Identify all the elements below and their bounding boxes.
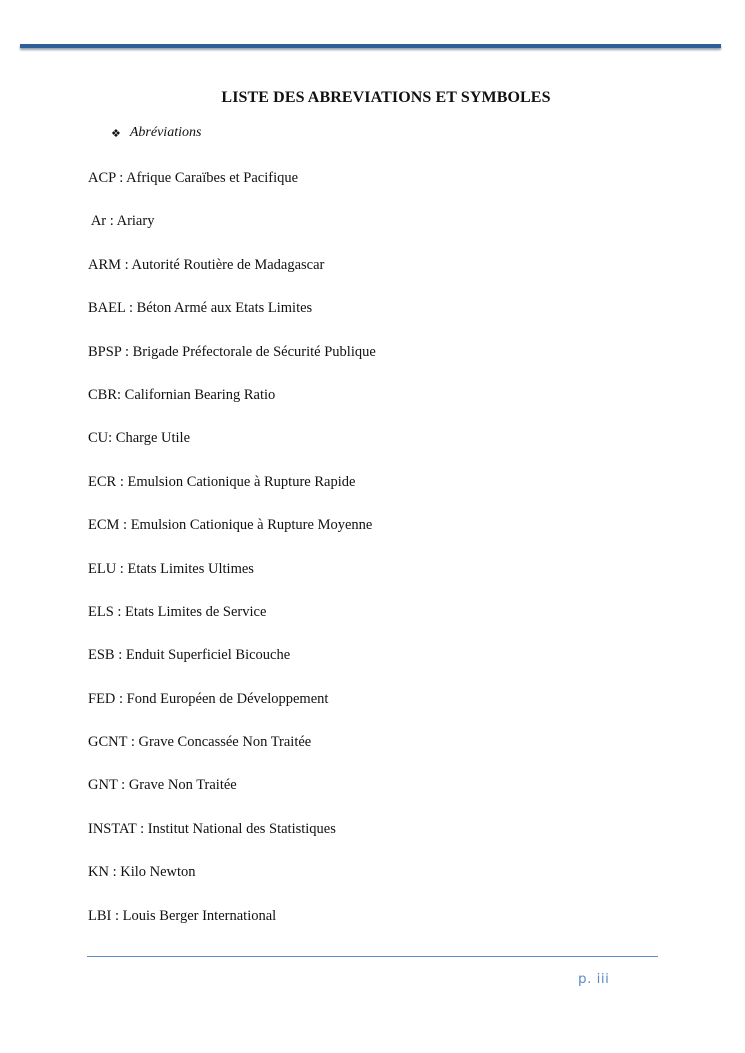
list-item: ARM : Autorité Routière de Madagascar <box>88 256 325 273</box>
list-item: BPSP : Brigade Préfectorale de Sécurité Publique <box>88 343 376 360</box>
list-item: ELS : Etats Limites de Service <box>88 603 267 620</box>
footer-rule <box>87 956 658 957</box>
page-number: p. iii <box>578 971 610 987</box>
list-item: CU: Charge Utile <box>88 430 191 447</box>
header-rule <box>20 44 721 48</box>
section-heading <box>111 125 201 141</box>
list-item: INSTAT : Institut National des Statistiques <box>88 820 336 837</box>
list-item: ECR : Emulsion Cationique à Rupture Rapide <box>88 473 356 490</box>
diamond-bullet-icon: ❖ <box>111 126 121 140</box>
list-item: FED : Fond Européen de Développement <box>88 690 329 707</box>
abbreviation-list <box>88 168 376 949</box>
page-title: LISTE DES ABREVIATIONS ET SYMBOLES <box>221 89 551 106</box>
list-item: ACP : Afrique Caraïbes et Pacifique <box>88 170 299 186</box>
list-item: GCNT : Grave Concassée Non Traitée <box>88 734 312 751</box>
list-item: Ar : Ariary <box>88 213 155 230</box>
list-item: GNT : Grave Non Traitée <box>88 777 237 794</box>
list-item: ELU : Etats Limites Ultimes <box>88 560 254 577</box>
list-item: CBR: Californian Bearing Ratio <box>88 386 276 403</box>
list-item: ECM : Emulsion Cationique à Rupture Moyenne <box>88 517 373 534</box>
section-heading-label: Abréviations <box>129 125 202 140</box>
list-item: ESB : Enduit Superficiel Bicouche <box>88 647 291 664</box>
list-item: KN : Kilo Newton <box>88 864 196 881</box>
list-item: BAEL : Béton Armé aux Etats Limites <box>88 300 313 317</box>
list-item: LBI : Louis Berger International <box>88 907 277 924</box>
